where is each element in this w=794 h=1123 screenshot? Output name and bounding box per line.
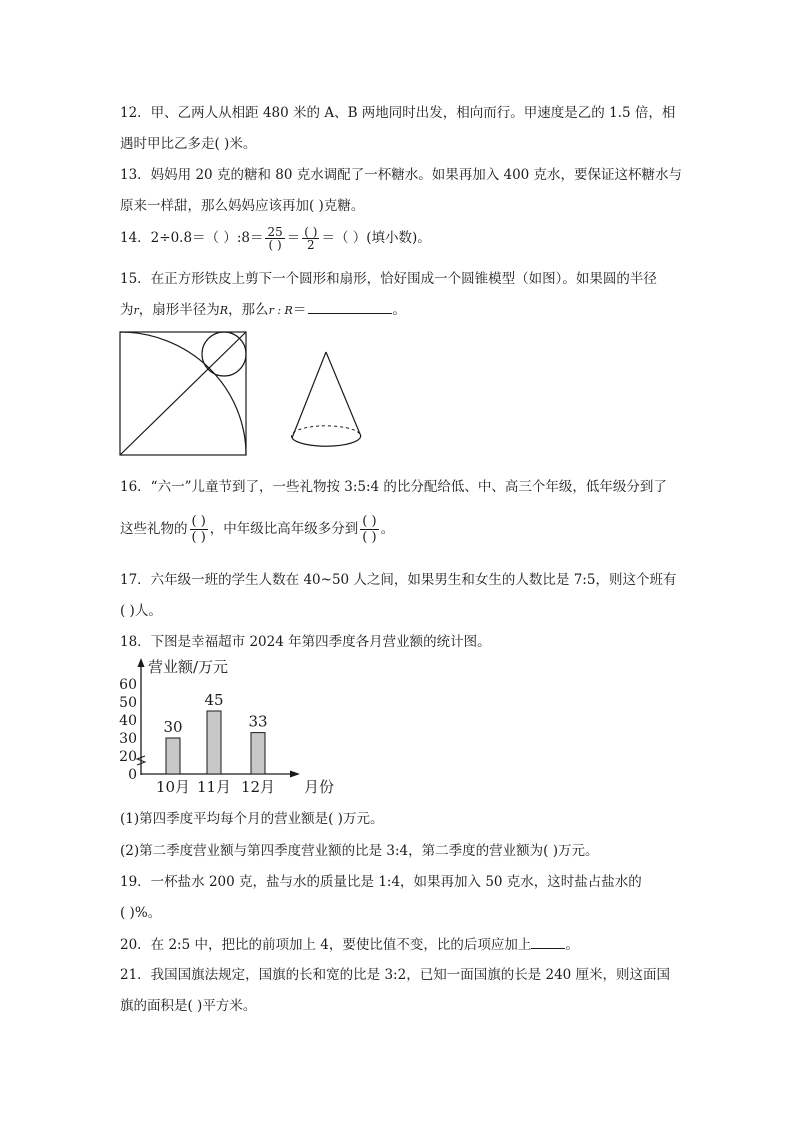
q16-fraction-1 — [190, 514, 208, 545]
q16-fraction-1-den: ( ) — [191, 530, 206, 545]
q16-fraction-2-den: ( ) — [362, 530, 377, 545]
q16-fraction-2-num: ( ) — [362, 514, 377, 529]
y-tick-label: 30 — [119, 731, 137, 747]
q16-line2 — [120, 514, 394, 545]
axis-break-icon — [137, 756, 145, 765]
q18-intro: 18．下图是幸福超市 2024 年第四季度各月营业额的统计图。 — [120, 634, 491, 650]
q13-line1: 13．妈妈用 20 克的糖和 80 克水调配了一杯糖水。如果再加入 400 克水，要保证这杯糖水与 — [120, 167, 683, 183]
bar-11月 — [207, 711, 221, 774]
diagonal-line — [120, 332, 246, 455]
q21-line1: 21．我国国旗法规定，国旗的长和宽的比是 3:2，已知一面国旗的长是 240 厘米，则这面国 — [120, 967, 671, 983]
q15-line2 — [120, 300, 406, 320]
y-tick-label: 50 — [119, 695, 137, 711]
q14-line — [120, 226, 431, 251]
bar-10月 — [166, 738, 180, 774]
y-tick-label: 0 — [128, 767, 137, 783]
q12-line2: 遇时甲比乙多走( )米。 — [120, 136, 257, 152]
q16-fraction-2 — [360, 514, 378, 545]
q15-line1: 15．在正方形铁皮上剪下一个圆形和扇形，恰好围成一个圆锥模型（如图）。如果圆的半径 — [120, 271, 657, 287]
q14-fraction-2-den: 2 — [307, 238, 315, 252]
y-axis-arrow — [138, 658, 145, 667]
x-tick-label: 10月 — [155, 778, 191, 796]
q17-line2: ( )人。 — [120, 603, 162, 619]
q14-equals: ＝ — [286, 230, 301, 246]
q16-line2-b: ，中年级比高年级多分到 — [209, 521, 359, 537]
cone-left-edge — [292, 352, 326, 438]
bar-value-label: 45 — [204, 691, 224, 709]
cone-base-front — [292, 434, 361, 446]
q15-R: R — [219, 304, 229, 317]
q14-fraction-1-num: 25 — [267, 225, 283, 239]
bar-value-label: 30 — [163, 718, 183, 736]
q18-sub2: (2)第二季度营业额与第四季度营业额的比是 3:4，第二季度的营业额为( )万元。 — [120, 843, 599, 859]
x-tick-label: 12月 — [240, 778, 276, 796]
q19-line2: ( )%。 — [120, 905, 162, 921]
q14-prefix: 14．2÷0.8＝（ ）:8＝ — [120, 230, 264, 246]
q12-line1: 12．甲、乙两人从相距 480 米的 A、B 两地同时出发，相向而行。甲速度是乙的 1.5 倍，相 — [120, 105, 676, 121]
q15-r: r — [133, 304, 139, 317]
q18-sub1: (1)第四季度平均每个月的营业额是( )万元。 — [120, 811, 384, 827]
q17-line1: 17．六年级一班的学生人数在 40~50 人之间，如果男生和女生的人数比是 7:5，则这个班有 — [120, 572, 677, 588]
bar-12月 — [251, 733, 265, 774]
q14-fraction-2-num: ( ) — [304, 225, 318, 239]
q20-answer-blank[interactable] — [531, 935, 565, 949]
q13-line2: 原来一样甜，那么妈妈应该再加( )克糖。 — [120, 198, 365, 214]
q19-line1: 19．一杯盐水 200 克，盐与水的质量比是 1:4，如果再加入 50 克水，这时盐占盐水的 — [120, 874, 642, 890]
cone-base-back — [291, 426, 360, 438]
q14-fraction-1-den: ( ) — [268, 238, 282, 252]
q15-line2-c: ，那么 — [228, 302, 269, 318]
q16-line1: 16．“六一”儿童节到了，一些礼物按 3:5:4 的比分配给低、中、高三个年级，低年级分到了 — [120, 479, 667, 495]
x-tick-label: 11月 — [196, 778, 232, 796]
q15-square-figure — [119, 331, 249, 457]
x-axis-label: 月份 — [304, 778, 335, 796]
q21-line2: 旗的面积是( )平方米。 — [120, 998, 257, 1014]
bar-value-label: 33 — [248, 712, 268, 731]
q15-end: 。 — [392, 302, 406, 318]
cone-right-edge — [326, 352, 360, 434]
q15-line2-b: ，扇形半径为 — [138, 302, 220, 318]
y-tick-label: 40 — [119, 713, 137, 729]
q15-equals: ＝ — [292, 302, 307, 318]
q16-end: 。 — [380, 521, 395, 537]
q16-line2-a: 这些礼物的 — [120, 521, 188, 537]
q14-suffix: ＝（ ）(填小数)。 — [321, 230, 431, 246]
q20-end: 。 — [565, 937, 579, 953]
q16-fraction-1-num: ( ) — [191, 514, 206, 529]
q14-fraction-1 — [265, 226, 284, 251]
q20-line — [120, 935, 579, 954]
q15-answer-blank[interactable] — [308, 300, 392, 314]
y-tick-label: 20 — [119, 749, 137, 765]
q18-bar-chart — [118, 652, 348, 802]
q15-line2-a: 为 — [120, 302, 134, 318]
q14-fraction-2 — [302, 226, 319, 251]
x-axis-arrow — [290, 771, 300, 778]
q15-cone-figure — [288, 348, 368, 458]
y-tick-label: 60 — [119, 677, 137, 693]
q15-ratio: r : R — [268, 304, 293, 317]
q20-text: 20．在 2:5 中，把比的前项加上 4，要使比值不变，比的后项应加上 — [120, 937, 532, 953]
y-axis-label: 营业额/万元 — [148, 658, 229, 676]
